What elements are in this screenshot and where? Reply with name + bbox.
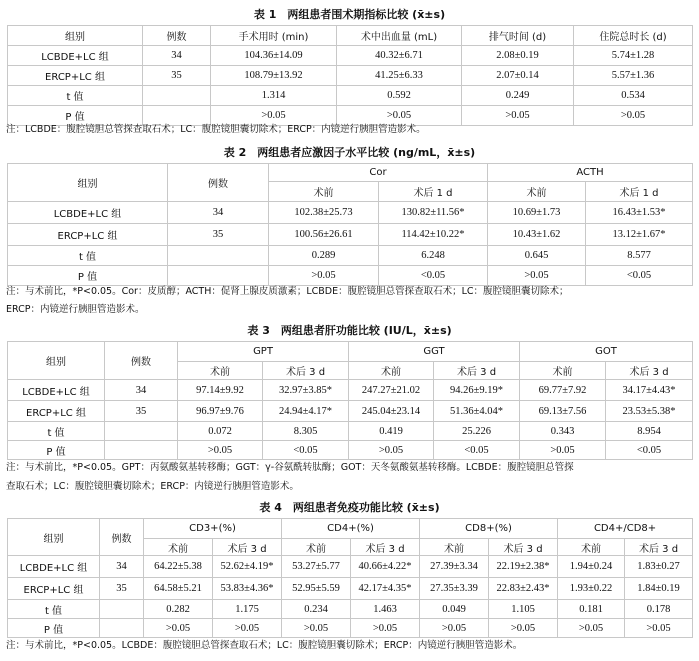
table-cell: 10.69±1.73 [488,202,586,224]
table-cell: >0.05 [211,106,337,126]
table3-subheader: 术前 [349,362,434,380]
table-cell: 8.954 [606,422,693,441]
table-cell: P 值 [8,106,143,126]
table-cell: ERCP+LC 组 [8,224,168,246]
table-cell: 40.32±6.71 [337,46,462,66]
table3-subheader: 术后 3 d [434,362,520,380]
table-cell: ERCP+LC 组 [8,401,105,422]
table-cell: >0.05 [558,619,625,638]
table-cell: 41.25±6.33 [337,66,462,86]
table-cell: 52.95±5.59 [282,578,351,600]
table-cell: 64.58±5.21 [144,578,213,600]
table4-subheader: 术后 3 d [489,539,558,556]
table-cell: 1.93±0.22 [558,578,625,600]
table-cell: >0.05 [488,266,586,286]
table-row [8,202,693,224]
table-cell: 10.43±1.62 [488,224,586,246]
table-cell: >0.05 [420,619,489,638]
table2-subheader: 术后 1 d [586,182,693,202]
table3-col-group: 组别 [8,342,105,380]
table3-group-row [8,342,693,362]
table-cell: >0.05 [351,619,420,638]
table2-group-header: ACTH [488,164,693,182]
table4-group-header: CD4+(%) [282,519,420,539]
table-cell: 16.43±1.53* [586,202,693,224]
table2-col-group: 组别 [8,164,168,202]
table4-subheader: 术后 3 d [213,539,282,556]
table3-note-line: 查取石术；LC：腹腔镜胆囊切除术；ERCP：内镜逆行胰胆管造影术。 [6,481,299,492]
table-cell: P 值 [8,441,105,460]
table1-header: 例数 [143,26,211,46]
table-cell: 102.38±25.73 [269,202,379,224]
table-cell: 22.19±2.38* [489,556,558,578]
table2-col-count: 例数 [168,164,269,202]
table1-header: 住院总时长 (d) [574,26,693,46]
table-cell: 23.53±5.38* [606,401,693,422]
table2 [7,163,693,286]
table-cell: <0.05 [379,266,488,286]
table-cell: 35 [168,224,269,246]
table-cell: 1.105 [489,600,558,619]
table4-group-row [8,519,693,539]
table-cell: <0.05 [434,441,520,460]
table4-subheader: 术前 [558,539,625,556]
table-cell: 52.62±4.19* [213,556,282,578]
table-cell: 69.77±7.92 [520,380,606,401]
table-cell: 69.13±7.56 [520,401,606,422]
table4-col-count: 例数 [100,519,144,556]
table-cell: 34 [105,380,178,401]
table-row [8,46,693,66]
table-cell: 0.178 [625,600,693,619]
table-cell: 51.36±4.04* [434,401,520,422]
table-cell: 0.249 [462,86,574,106]
table3-col-count: 例数 [105,342,178,380]
table-cell: 247.27±21.02 [349,380,434,401]
table3 [7,341,693,460]
table-cell: 96.97±9.76 [178,401,263,422]
table-cell: 1.84±0.19 [625,578,693,600]
table-row [8,224,693,246]
table-cell: 0.534 [574,86,693,106]
table-cell: >0.05 [462,106,574,126]
table1-header: 术中出血量 (mL) [337,26,462,46]
table-cell: 104.36±14.09 [211,46,337,66]
table-cell: LCBDE+LC 组 [8,46,143,66]
table-cell: 0.181 [558,600,625,619]
table-cell [105,441,178,460]
table-cell: 5.57±1.36 [574,66,693,86]
table-cell: 13.12±1.67* [586,224,693,246]
table4 [7,518,693,638]
table4-subheader: 术前 [282,539,351,556]
table2-note-line: ERCP：内镜逆行胰胆管造影术。 [6,304,145,315]
table2-group-row [8,164,693,182]
table-cell: 0.282 [144,600,213,619]
table-cell: 42.17±4.35* [351,578,420,600]
table-cell: 0.072 [178,422,263,441]
table2-subheader: 术后 1 d [379,182,488,202]
table1-header: 手术用时 (min) [211,26,337,46]
table-cell: 53.83±4.36* [213,578,282,600]
table-cell: 1.463 [351,600,420,619]
table-cell: 0.419 [349,422,434,441]
table1-caption: 表 1 两组患者围术期指标比较 (x̄±s) [253,8,446,21]
table4-subheader: 术前 [144,539,213,556]
table-cell [105,422,178,441]
table-cell: 6.248 [379,246,488,266]
table3-note-line: 注：与术前比，*P<0.05。GPT：丙氨酸氨基转移酶；GGT：γ-谷氨酰转肽酶；GOT：天冬氨酸氨基转移酶。LCBDE：腹腔镜胆总管探 [6,462,574,473]
table3-group-header: GGT [349,342,520,362]
table-cell: t 值 [8,422,105,441]
table-cell: >0.05 [349,441,434,460]
table-cell: 24.94±4.17* [263,401,349,422]
table-cell: LCBDE+LC 组 [8,380,105,401]
table-cell: 130.82±11.56* [379,202,488,224]
table-cell: ERCP+LC 组 [8,66,143,86]
table2-caption: 表 2 两组患者应激因子水平比较 (ng/mL，x̄±s) [223,146,476,159]
table-row [8,246,693,266]
table4-group-header: CD8+(%) [420,519,558,539]
table-cell: 94.26±9.19* [434,380,520,401]
table1-note: 注：LCBDE：腹腔镜胆总管探查取石术；LC：腹腔镜胆囊切除术；ERCP：内镜逆行胰胆管造影术。 [6,124,426,135]
table-cell: 0.343 [520,422,606,441]
table-row [8,441,693,460]
table-row [8,401,693,422]
table4-group-header: CD3+(%) [144,519,282,539]
table-cell: 114.42±10.22* [379,224,488,246]
table3-subheader: 术前 [520,362,606,380]
table-cell: LCBDE+LC 组 [8,556,100,578]
table-cell: 8.577 [586,246,693,266]
table-cell: 27.35±3.39 [420,578,489,600]
table-cell: 40.66±4.22* [351,556,420,578]
table-cell: t 值 [8,246,168,266]
table3-subheader: 术后 3 d [606,362,693,380]
table-cell: P 值 [8,266,168,286]
table3-subheader: 术前 [178,362,263,380]
table-cell: 1.175 [213,600,282,619]
table-cell: 0.289 [269,246,379,266]
table-cell: 34 [100,556,144,578]
table-cell: >0.05 [213,619,282,638]
table-row [8,619,693,638]
table-cell: 35 [100,578,144,600]
table1 [7,25,693,126]
table-cell: 1.314 [211,86,337,106]
table3-group-header: GOT [520,342,693,362]
table-cell: 8.305 [263,422,349,441]
table2-subheader: 术前 [269,182,379,202]
table3-caption: 表 3 两组患者肝功能比较 (IU/L，x̄±s) [247,324,452,337]
table-cell: >0.05 [574,106,693,126]
table-cell: >0.05 [178,441,263,460]
table4-subheader: 术前 [420,539,489,556]
table2-group-header: Cor [269,164,488,182]
table-cell: LCBDE+LC 组 [8,202,168,224]
table-cell: >0.05 [144,619,213,638]
table-cell: >0.05 [520,441,606,460]
table-cell: 35 [143,66,211,86]
table4-note: 注：与术前比，*P<0.05。LCBDE：腹腔镜胆总管探查取石术；LC：腹腔镜胆囊切除术；ERCP：内镜逆行胰胆管造影术。 [6,640,523,651]
table-cell: 34 [168,202,269,224]
table1-header: 排气时间 (d) [462,26,574,46]
table-cell [168,246,269,266]
table-cell: <0.05 [606,441,693,460]
table-cell: >0.05 [269,266,379,286]
table-row [8,422,693,441]
table-cell: >0.05 [337,106,462,126]
table-cell: 34.17±4.43* [606,380,693,401]
table-cell: >0.05 [489,619,558,638]
table-cell: 108.79±13.92 [211,66,337,86]
table-cell: 1.83±0.27 [625,556,693,578]
table-cell [143,86,211,106]
table-cell: 64.22±5.38 [144,556,213,578]
table-cell: 1.94±0.24 [558,556,625,578]
table2-note-line: 注：与术前比，*P<0.05。Cor：皮质醇；ACTH：促肾上腺皮质激素；LCBDE：腹腔镜胆总管探查取石术；LC：腹腔镜胆囊切除术； [6,286,569,297]
table4-caption: 表 4 两组患者免疫功能比较 (x̄±s) [259,501,440,514]
table-cell: 32.97±3.85* [263,380,349,401]
table-cell [100,600,144,619]
table-cell: <0.05 [586,266,693,286]
table-cell: 22.83±2.43* [489,578,558,600]
table2-subheader: 术前 [488,182,586,202]
table-cell: 0.592 [337,86,462,106]
table-cell: 25.226 [434,422,520,441]
table-row [8,578,693,600]
table-cell: 35 [105,401,178,422]
table-row [8,86,693,106]
table-cell: <0.05 [263,441,349,460]
table4-col-group: 组别 [8,519,100,556]
table-cell: 0.234 [282,600,351,619]
table-cell: 34 [143,46,211,66]
table-cell: 2.08±0.19 [462,46,574,66]
table-cell: 0.645 [488,246,586,266]
table-cell: 245.04±23.14 [349,401,434,422]
table-row [8,66,693,86]
table-row [8,600,693,619]
table4-subheader: 术后 3 d [351,539,420,556]
table-row [8,556,693,578]
table-cell: 0.049 [420,600,489,619]
table3-group-header: GPT [178,342,349,362]
table4-subheader: 术后 3 d [625,539,693,556]
table-row [8,380,693,401]
table-cell: 5.74±1.28 [574,46,693,66]
table-cell: ERCP+LC 组 [8,578,100,600]
table-cell: 97.14±9.92 [178,380,263,401]
table-cell: 100.56±26.61 [269,224,379,246]
table3-subheader: 术后 3 d [263,362,349,380]
table-cell: >0.05 [282,619,351,638]
table-cell: t 值 [8,86,143,106]
table-cell: 27.39±3.34 [420,556,489,578]
table-cell [100,619,144,638]
table-cell: t 值 [8,600,100,619]
table-cell: 53.27±5.77 [282,556,351,578]
table4-group-header: CD4+/CD8+ [558,519,693,539]
table1-header: 组别 [8,26,143,46]
table-cell: 2.07±0.14 [462,66,574,86]
table-cell: >0.05 [625,619,693,638]
table1-header-row [8,26,693,46]
table-cell: P 值 [8,619,100,638]
